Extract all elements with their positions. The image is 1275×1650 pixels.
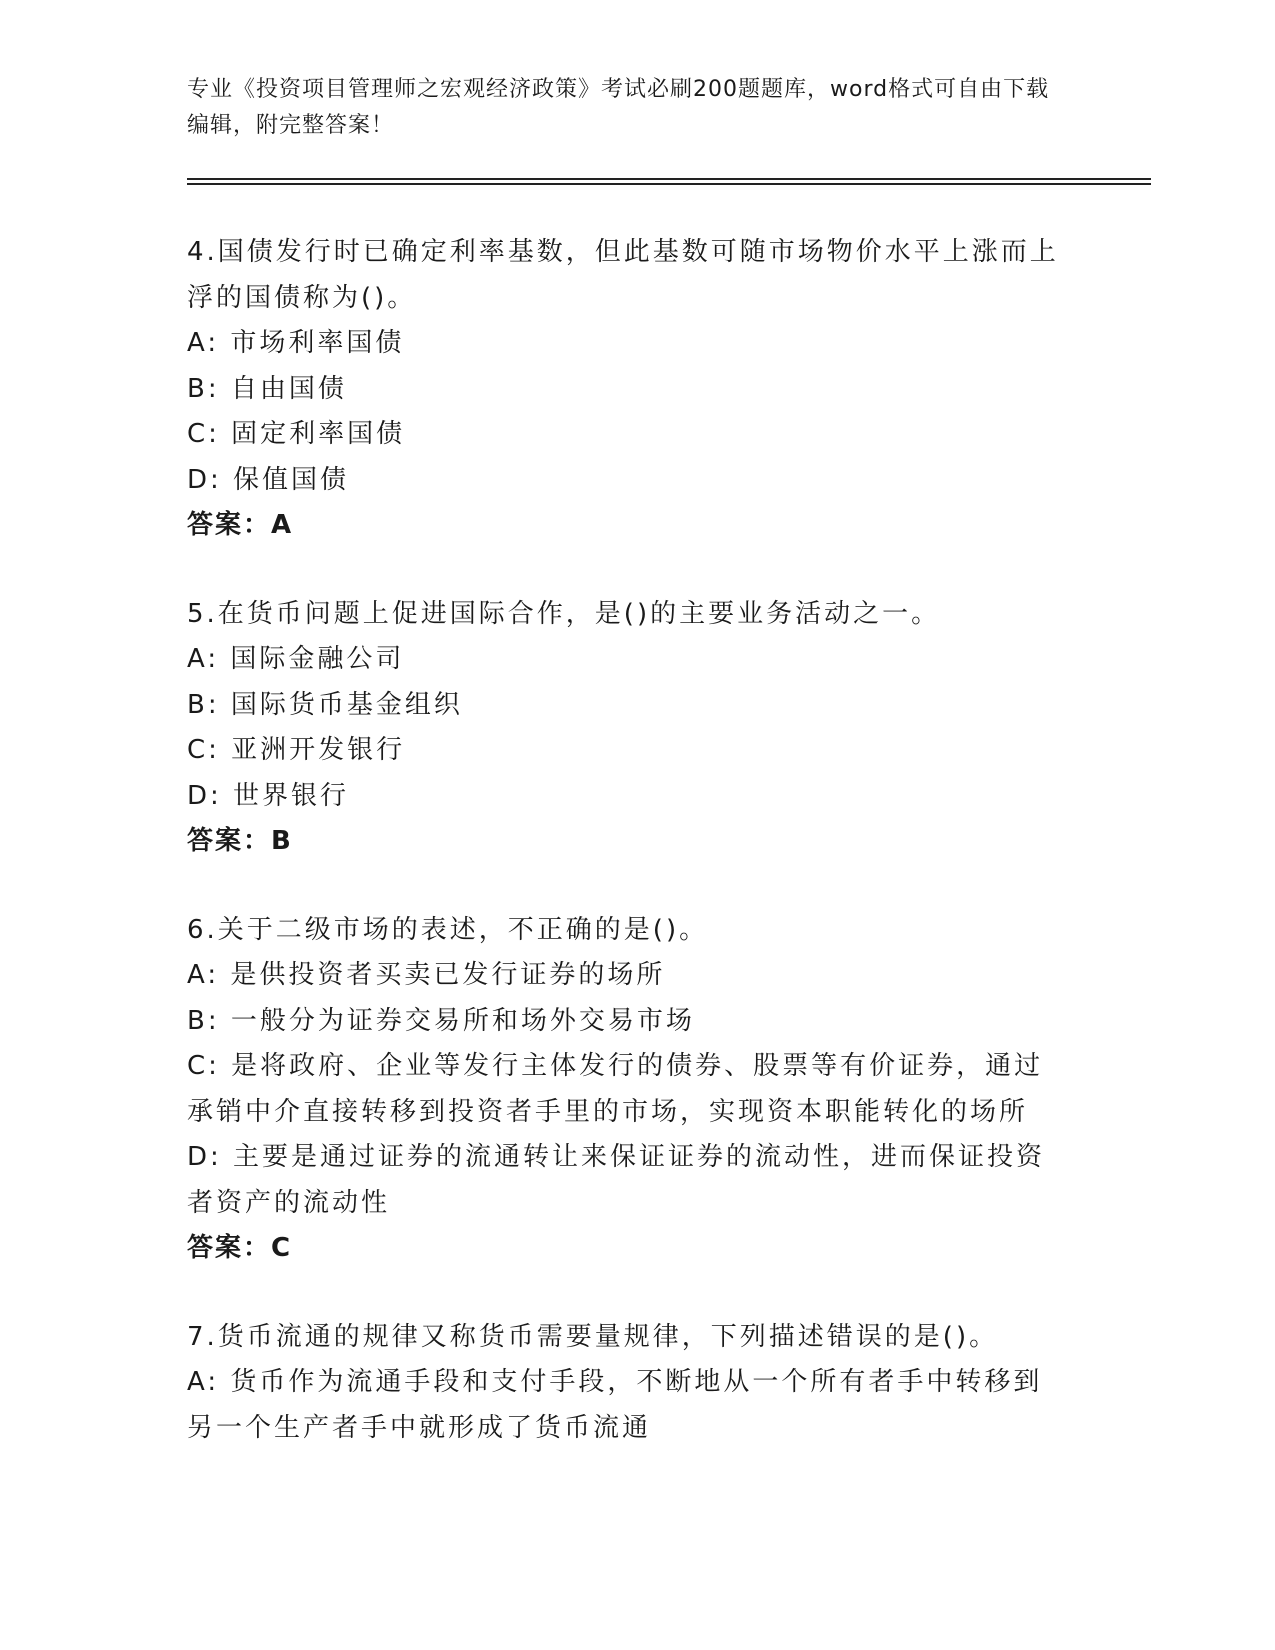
option-c: C: 固定利率国债 bbox=[187, 419, 406, 449]
question-item bbox=[187, 1315, 1067, 1452]
option-c: C: 是将政府、企业等发行主体发行的债券、股票等有价证券，通过承销中介直接转移到投资者手里的市场，实现资本职能转化的场所 bbox=[187, 1051, 1044, 1127]
option-b: B: 一般分为证券交易所和场外交易市场 bbox=[187, 1005, 695, 1036]
option-b: B: 自由国债 bbox=[187, 373, 347, 404]
option-a: A: 货币作为流通手段和支付手段，不断地从一个所有者手中转移到另一个生产者手中就形成了货币流通 bbox=[187, 1367, 1043, 1443]
header-divider bbox=[187, 178, 1151, 180]
option-a: A: 国际金融公司 bbox=[187, 644, 405, 674]
question-item bbox=[187, 908, 1067, 1272]
option-b: B: 国际货币基金组织 bbox=[187, 689, 463, 720]
question-stem: 5.在货币问题上促进国际合作，是()的主要业务活动之一。 bbox=[187, 598, 941, 629]
question-item bbox=[187, 230, 1067, 549]
option-a: A: 市场利率国债 bbox=[187, 328, 405, 358]
option-c: C: 亚洲开发银行 bbox=[187, 735, 406, 765]
answer-label: 答案：C bbox=[187, 1233, 293, 1263]
question-stem: 6.关于二级市场的表述，不正确的是()。 bbox=[187, 914, 709, 945]
question-item bbox=[187, 592, 1067, 865]
answer-label: 答案：A bbox=[187, 510, 294, 540]
option-a: A: 是供投资者买卖已发行证券的场所 bbox=[187, 960, 666, 990]
option-d: D: 主要是通过证券的流通转让来保证证券的流动性，进而保证投资者资产的流动性 bbox=[187, 1142, 1046, 1218]
header-divider-secondary bbox=[187, 183, 1151, 185]
option-d: D: 世界银行 bbox=[187, 780, 350, 811]
question-stem: 4.国债发行时已确定利率基数，但此基数可随市场物价水平上涨而上浮的国债称为()。 bbox=[187, 237, 1059, 313]
question-stem: 7.货币流通的规律又称货币需要量规律，下列描述错误的是()。 bbox=[187, 1321, 999, 1352]
question-list bbox=[187, 230, 1067, 1494]
option-d: D: 保值国债 bbox=[187, 464, 350, 495]
answer-label: 答案：B bbox=[187, 826, 293, 856]
document-header: 专业《投资项目管理师之宏观经济政策》考试必刷200题题库，word格式可自由下载编辑，附完整答案！ bbox=[187, 77, 1050, 138]
